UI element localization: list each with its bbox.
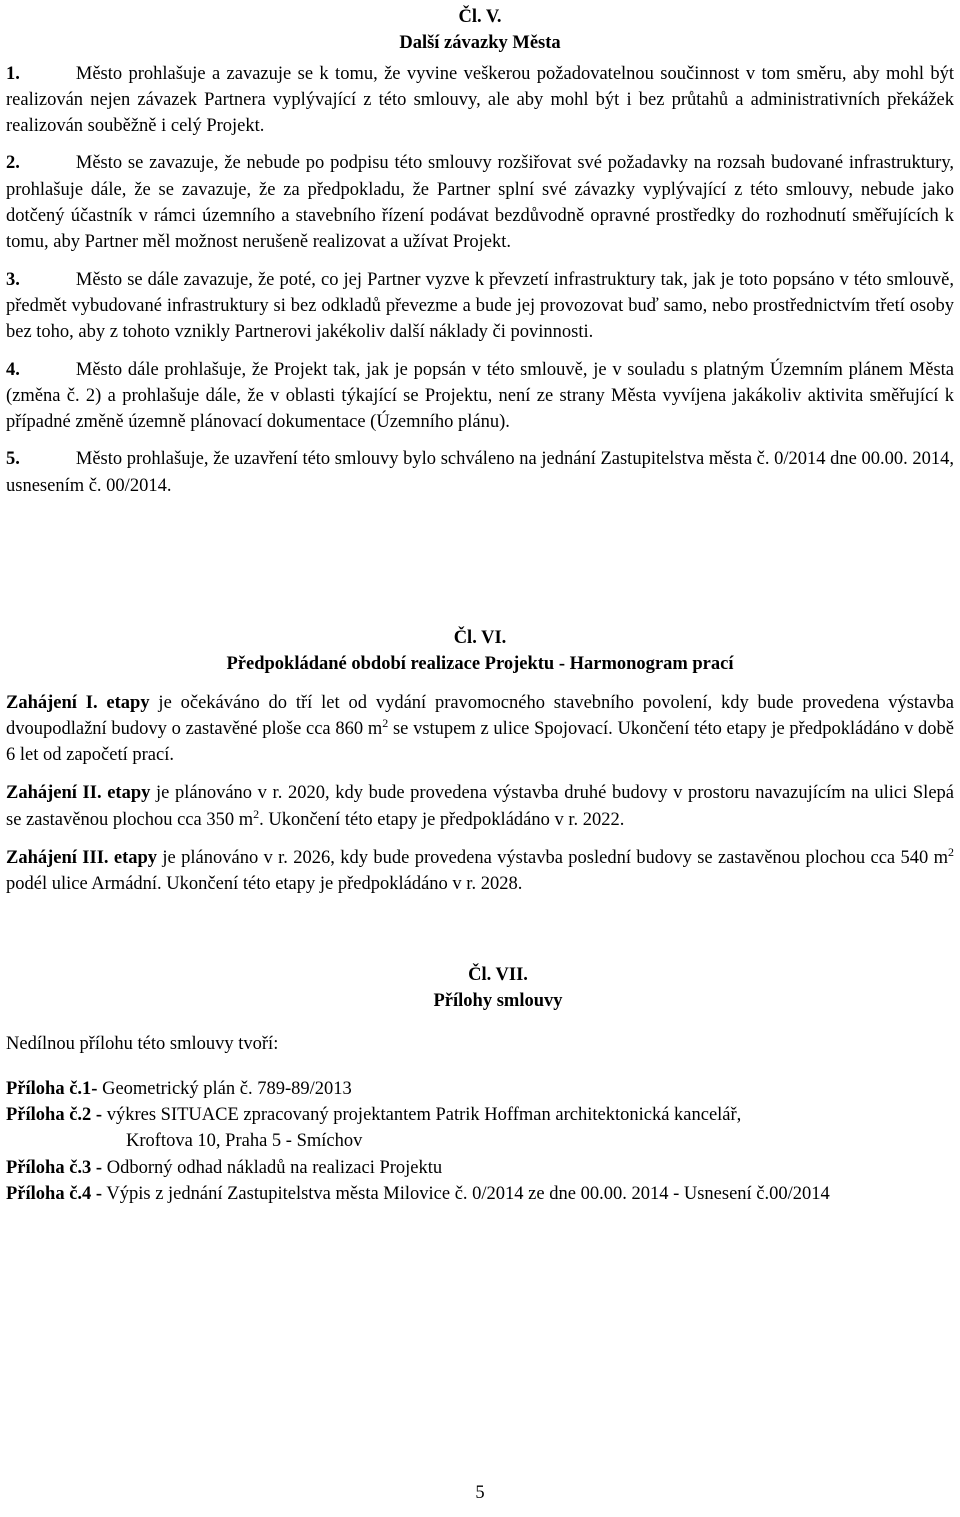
paragraph-number: 3.: [6, 269, 20, 290]
paragraph-1: [6, 61, 954, 140]
annex-2-continued: Kroftova 10, Praha 5 - Smíchov: [126, 1131, 363, 1152]
article-5-number: Čl. V.: [458, 7, 502, 27]
article-6-title: Předpokládané období realizace Projektu - Harmonogram prací: [226, 654, 734, 675]
paragraph-3: [6, 267, 954, 346]
stage-2-text-a: je plánováno v r. 2020, kdy bude provedena výstavba druhé budovy v prostoru navazujícím na ulici Slepá se zastavěnou plochou cca 350 m: [6, 783, 954, 830]
article-7-title: Přílohy smlouvy: [433, 991, 563, 1012]
article-5-title: Další závazky Města: [399, 33, 561, 54]
annex-label: Příloha č.3 -: [6, 1157, 103, 1178]
annex-text: Výpis z jednání Zastupitelstva města Milovice č. 0/2014 ze dne 00.00. 2014 - Usnesení č.00/2014: [102, 1184, 830, 1205]
article-7-number: Čl. VII.: [468, 965, 528, 985]
stage-2-label: Zahájení II. etapy: [6, 783, 151, 804]
stage-1-text-b: se vstupem z ulice Spojovací. Ukončení této etapy je předpokládáno v době 6 let od započetí prací.: [6, 718, 955, 766]
article-6: [6, 625, 954, 898]
paragraph-number: 1.: [6, 63, 20, 84]
annex-text: Odborný odhad nákladů na realizaci Projektu: [102, 1157, 443, 1178]
paragraph-number: 4.: [6, 359, 20, 380]
paragraph-text: Město prohlašuje a zavazuje se k tomu, že vyvine veškerou požadovatelnou součinnost v tom směru, aby mohl být realizován nejen závazek Partnera vyplývající z této smlouvy, ale aby mohl být i bez průtahů a administrativních překážek realizován souběžně i celý Projekt.: [6, 63, 954, 137]
stage-2-text-b: . Ukončení této etapy je předpokládáno v r. 2022.: [259, 809, 625, 830]
page-number: 5: [475, 1483, 485, 1503]
article-7: [6, 962, 954, 1207]
paragraph-4: [6, 357, 954, 436]
annex-label: Příloha č.1-: [6, 1078, 98, 1099]
annex-text: Geometrický plán č. 789-89/2013: [97, 1078, 352, 1099]
stage-1-sup: 2: [382, 715, 389, 730]
paragraph-number: 5.: [6, 449, 20, 470]
article-5: [6, 4, 954, 499]
stage-1-text-a: je očekáváno do tří let od vydání pravomocného stavebního povolení, kdy bude provedena výstavba dvoupodlažní budovy o zastavěné ploše cca 860 m: [6, 692, 954, 739]
annex-label: Příloha č.2 -: [6, 1105, 103, 1126]
annex-text: výkres SITUACE zpracovaný projektantem Patrik Hoffman architektonická kancelář,: [102, 1105, 742, 1126]
annex-1: [6, 1076, 954, 1102]
stage-1-paragraph: [6, 690, 954, 769]
stage-3-text-a: je plánováno v r. 2026, kdy bude provedena výstavba poslední budovy se zastavěnou plochou cca 540 m: [157, 848, 948, 869]
paragraph-text: Město se dále zavazuje, že poté, co jej Partner vyzve k převzetí infrastruktury tak, jak je toto popsáno v této smlouvě, předmět vybudované infrastruktury si bez odkladů převezme a bude jej provozovat buď samo, nebo prostřednictvím třetí osoby bez toho, aby z tohoto vznikly Partnerovi jakékoliv další náklady či povinnosti.: [6, 269, 954, 343]
stage-2-paragraph: [6, 780, 954, 833]
stage-2-sup: 2: [253, 806, 260, 821]
stage-3-sup: 2: [947, 845, 954, 860]
article-6-number: Čl. VI.: [453, 628, 507, 648]
paragraph-text: Město dále prohlašuje, že Projekt tak, jak je popsán v této smlouvě, je v souladu s platným Územním plánem Města (změna č. 2) a prohlašuje dále, že v oblasti týkající se Projektu, není ze strany Města vyvíjena jakákoliv aktivita směřující k případné změně územně plánovací dokumentace (Územního plánu).: [6, 359, 954, 433]
stage-3-label: Zahájení III. etapy: [6, 848, 158, 869]
annex-4: [6, 1181, 954, 1207]
stage-3-paragraph: [6, 845, 954, 898]
annex-label: Příloha č.4 -: [6, 1184, 103, 1205]
annex-intro: Nedílnou přílohu této smlouvy tvoří:: [6, 1033, 279, 1054]
stage-3-text-b: podél ulice Armádní. Ukončení této etapy je předpokládáno v r. 2028.: [6, 874, 523, 895]
stage-1-label: Zahájení I. etapy: [6, 692, 150, 713]
paragraph-5: [6, 446, 954, 499]
annex-2: [6, 1102, 954, 1128]
paragraph-text: Město se zavazuje, že nebude po podpisu této smlouvy rozšiřovat své požadavky na rozsah budované infrastruktury, prohlašuje dále, že se zavazuje, že za předpokladu, že Partner splní své závazky vyplývající z této smlouvy, nebude jako dotčený účastník v rámci územního a stavebního řízení podávat bezdůvodně opravné prostředky do rozhodnutí směřujících k tomu, aby Partner měl možnost nerušeně realizovat a užívat Projekt.: [6, 153, 954, 253]
paragraph-number: 2.: [6, 153, 20, 174]
paragraph-2: [6, 150, 954, 255]
paragraph-text: Město prohlašuje, že uzavření této smlouvy bylo schváleno na jednání Zastupitelstva města č. 0/2014 dne 00.00. 2014, usnesením č. 00/2014.: [6, 449, 954, 496]
annex-3: [6, 1155, 954, 1181]
